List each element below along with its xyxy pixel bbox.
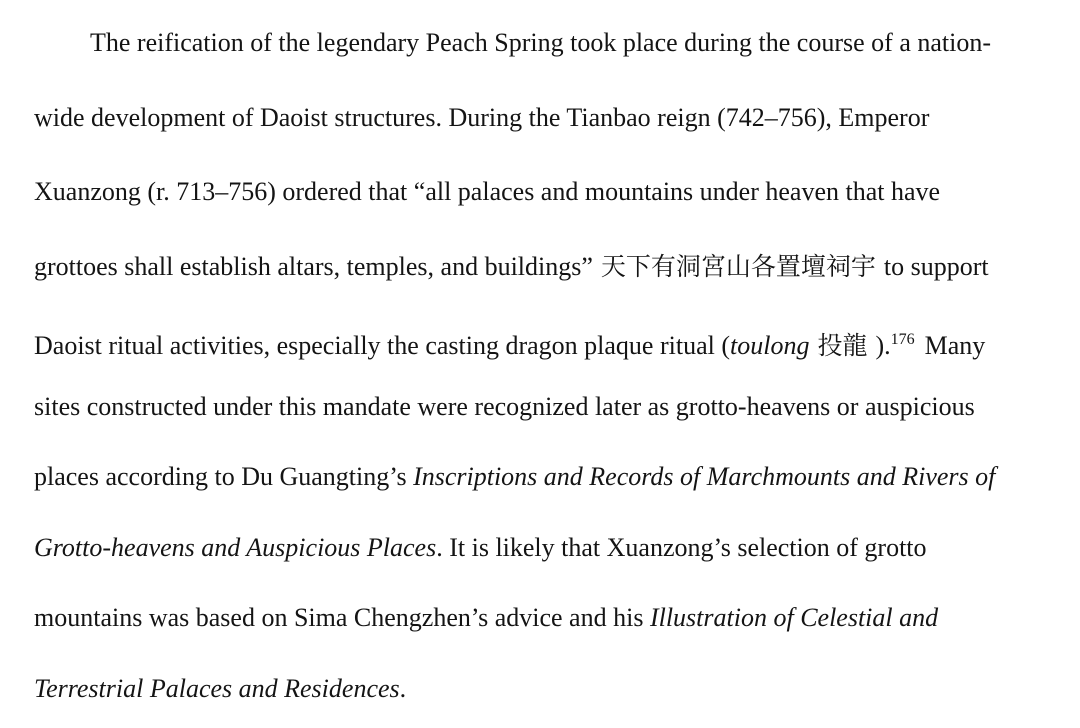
footnote-marker: 176 bbox=[890, 331, 915, 348]
text-run: mountains was based on Sima Chengzhen’s advice and his bbox=[34, 603, 650, 632]
paragraph-line-3 bbox=[34, 175, 940, 209]
text-run: The reification of the legendary Peach Spring took place during the course of a nation- bbox=[90, 28, 992, 57]
text-run: to support bbox=[883, 252, 989, 281]
text-run: grottoes shall establish altars, temples, and buildings” bbox=[34, 252, 593, 281]
paragraph-line-5 bbox=[34, 323, 986, 360]
italic-term: toulong bbox=[730, 331, 810, 360]
text-run: . bbox=[399, 674, 407, 703]
italic-title: Grotto-heavens and Auspicious Places bbox=[34, 533, 437, 562]
paragraph-line-2 bbox=[34, 101, 929, 135]
paragraph-line-1 bbox=[90, 26, 991, 60]
italic-title: Terrestrial Palaces and Residences bbox=[34, 674, 400, 703]
paragraph-line-7 bbox=[34, 460, 995, 494]
paragraph-line-6 bbox=[34, 390, 975, 424]
text-run: Daoist ritual activities, especially the casting dragon plaque ritual ( bbox=[34, 331, 730, 360]
italic-title: Illustration of Celestial and bbox=[649, 603, 939, 632]
text-run: ). bbox=[875, 331, 891, 360]
chinese-quotation: 天下有洞宮山各置壇祠宇 bbox=[600, 252, 876, 281]
paragraph-line-4 bbox=[34, 250, 989, 284]
text-run: places according to Du Guangting’s bbox=[34, 462, 414, 491]
paragraph-line-8 bbox=[34, 531, 927, 565]
chinese-term: 投龍 bbox=[817, 331, 868, 360]
italic-title: Inscriptions and Records of Marchmounts and Rivers of bbox=[413, 462, 996, 491]
text-run: wide development of Daoist structures. During the Tianbao reign (742–756), Emperor bbox=[34, 103, 930, 132]
paragraph-line-9 bbox=[34, 601, 938, 635]
text-run: Xuanzong (r. 713–756) ordered that “all palaces and mountains under heaven that have bbox=[34, 177, 941, 206]
text-run: sites constructed under this mandate were recognized later as grotto-heavens or auspicious bbox=[34, 392, 975, 421]
text-run: Many bbox=[924, 331, 986, 360]
paragraph-line-10 bbox=[34, 672, 406, 706]
text-run: . It is likely that Xuanzong’s selection of grotto bbox=[436, 533, 927, 562]
